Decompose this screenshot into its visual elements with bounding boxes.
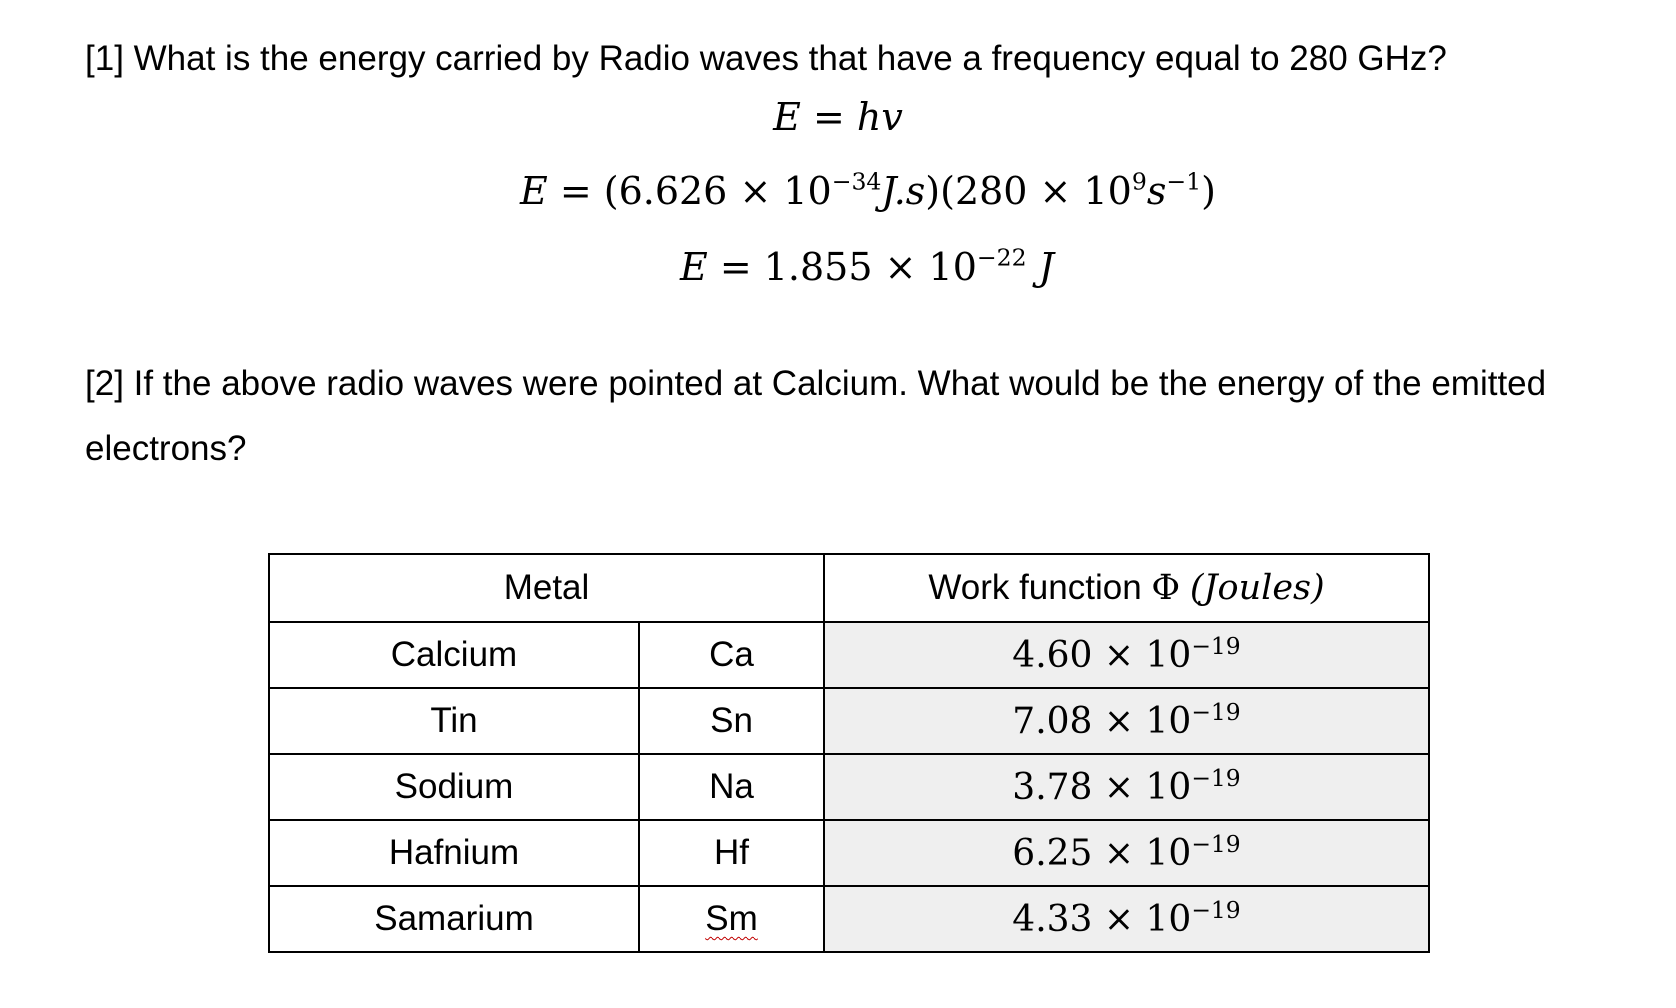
metal-name: Calcium — [269, 622, 639, 688]
metal-symbol — [639, 886, 824, 952]
eq1-rhs: hv — [856, 95, 903, 139]
metal-name: Hafnium — [269, 820, 639, 886]
wf-mantissa: 6.25 × 10 — [1012, 832, 1192, 874]
question-1: [1] What is the energy carried by Radio waves that have a frequency equal to 280 GHz? — [85, 39, 1447, 78]
eq2-part2: J.s — [881, 169, 926, 213]
equation-result — [680, 243, 1054, 289]
eq2-equals: = — [547, 169, 604, 213]
header-wf-symbol: Φ — [1151, 568, 1181, 608]
eq1-equals: = — [800, 95, 857, 139]
eq3-unit: J — [1038, 245, 1054, 289]
header-metal: Metal — [269, 554, 824, 622]
wf-exponent: −19 — [1191, 763, 1241, 792]
eq1-lhs: E — [773, 95, 801, 139]
work-function-value — [824, 688, 1429, 754]
eq2-part3: )(280 × 10 — [925, 169, 1132, 213]
work-function-value — [824, 820, 1429, 886]
wf-exponent: −19 — [1191, 631, 1241, 660]
eq2-exp3: −1 — [1166, 167, 1202, 196]
metal-symbol: Sn — [639, 688, 824, 754]
table-row — [269, 820, 1429, 886]
metal-symbol: Na — [639, 754, 824, 820]
table-header-row — [269, 554, 1429, 622]
wf-mantissa: 7.08 × 10 — [1012, 700, 1192, 742]
header-wf-unit: (Joules) — [1189, 568, 1325, 608]
work-function-value — [824, 754, 1429, 820]
wf-mantissa: 4.60 × 10 — [1012, 634, 1192, 676]
work-function-value — [824, 622, 1429, 688]
question-2-line-1: [2] If the above radio waves were pointed at Calcium. What would be the energy of the emitted — [85, 364, 1547, 403]
wf-exponent: −19 — [1191, 697, 1241, 726]
work-function-table — [268, 553, 1430, 953]
eq2-part1: (6.626 × 10 — [603, 169, 832, 213]
wf-exponent: −19 — [1191, 895, 1241, 924]
equation-energy-formula — [0, 95, 1676, 139]
eq3-equals: = — [707, 245, 764, 289]
eq2-part4: s — [1146, 169, 1167, 213]
table-row — [269, 688, 1429, 754]
header-wf-text: Work function — [928, 568, 1152, 607]
metal-symbol: Ca — [639, 622, 824, 688]
work-function-value — [824, 886, 1429, 952]
metal-name: Tin — [269, 688, 639, 754]
eq2-part5: ) — [1201, 169, 1216, 213]
eq2-exp2: 9 — [1131, 167, 1147, 196]
metal-name: Sodium — [269, 754, 639, 820]
eq2-exp1: −34 — [831, 167, 882, 196]
spellcheck-symbol: Sm — [705, 899, 758, 938]
metal-name: Samarium — [269, 886, 639, 952]
question-2-line-2: electrons? — [85, 429, 247, 468]
header-work-function — [824, 554, 1429, 622]
table-row — [269, 622, 1429, 688]
table-row — [269, 754, 1429, 820]
wf-exponent: −19 — [1191, 829, 1241, 858]
eq2-lhs: E — [520, 169, 548, 213]
metal-symbol: Hf — [639, 820, 824, 886]
table-row — [269, 886, 1429, 952]
eq3-exp: −22 — [976, 243, 1027, 272]
wf-mantissa: 4.33 × 10 — [1012, 898, 1192, 940]
wf-mantissa: 3.78 × 10 — [1012, 766, 1192, 808]
eq3-lhs: E — [680, 245, 708, 289]
eq3-mantissa: 1.855 × 10 — [763, 245, 977, 289]
equation-substitution — [520, 167, 1216, 213]
